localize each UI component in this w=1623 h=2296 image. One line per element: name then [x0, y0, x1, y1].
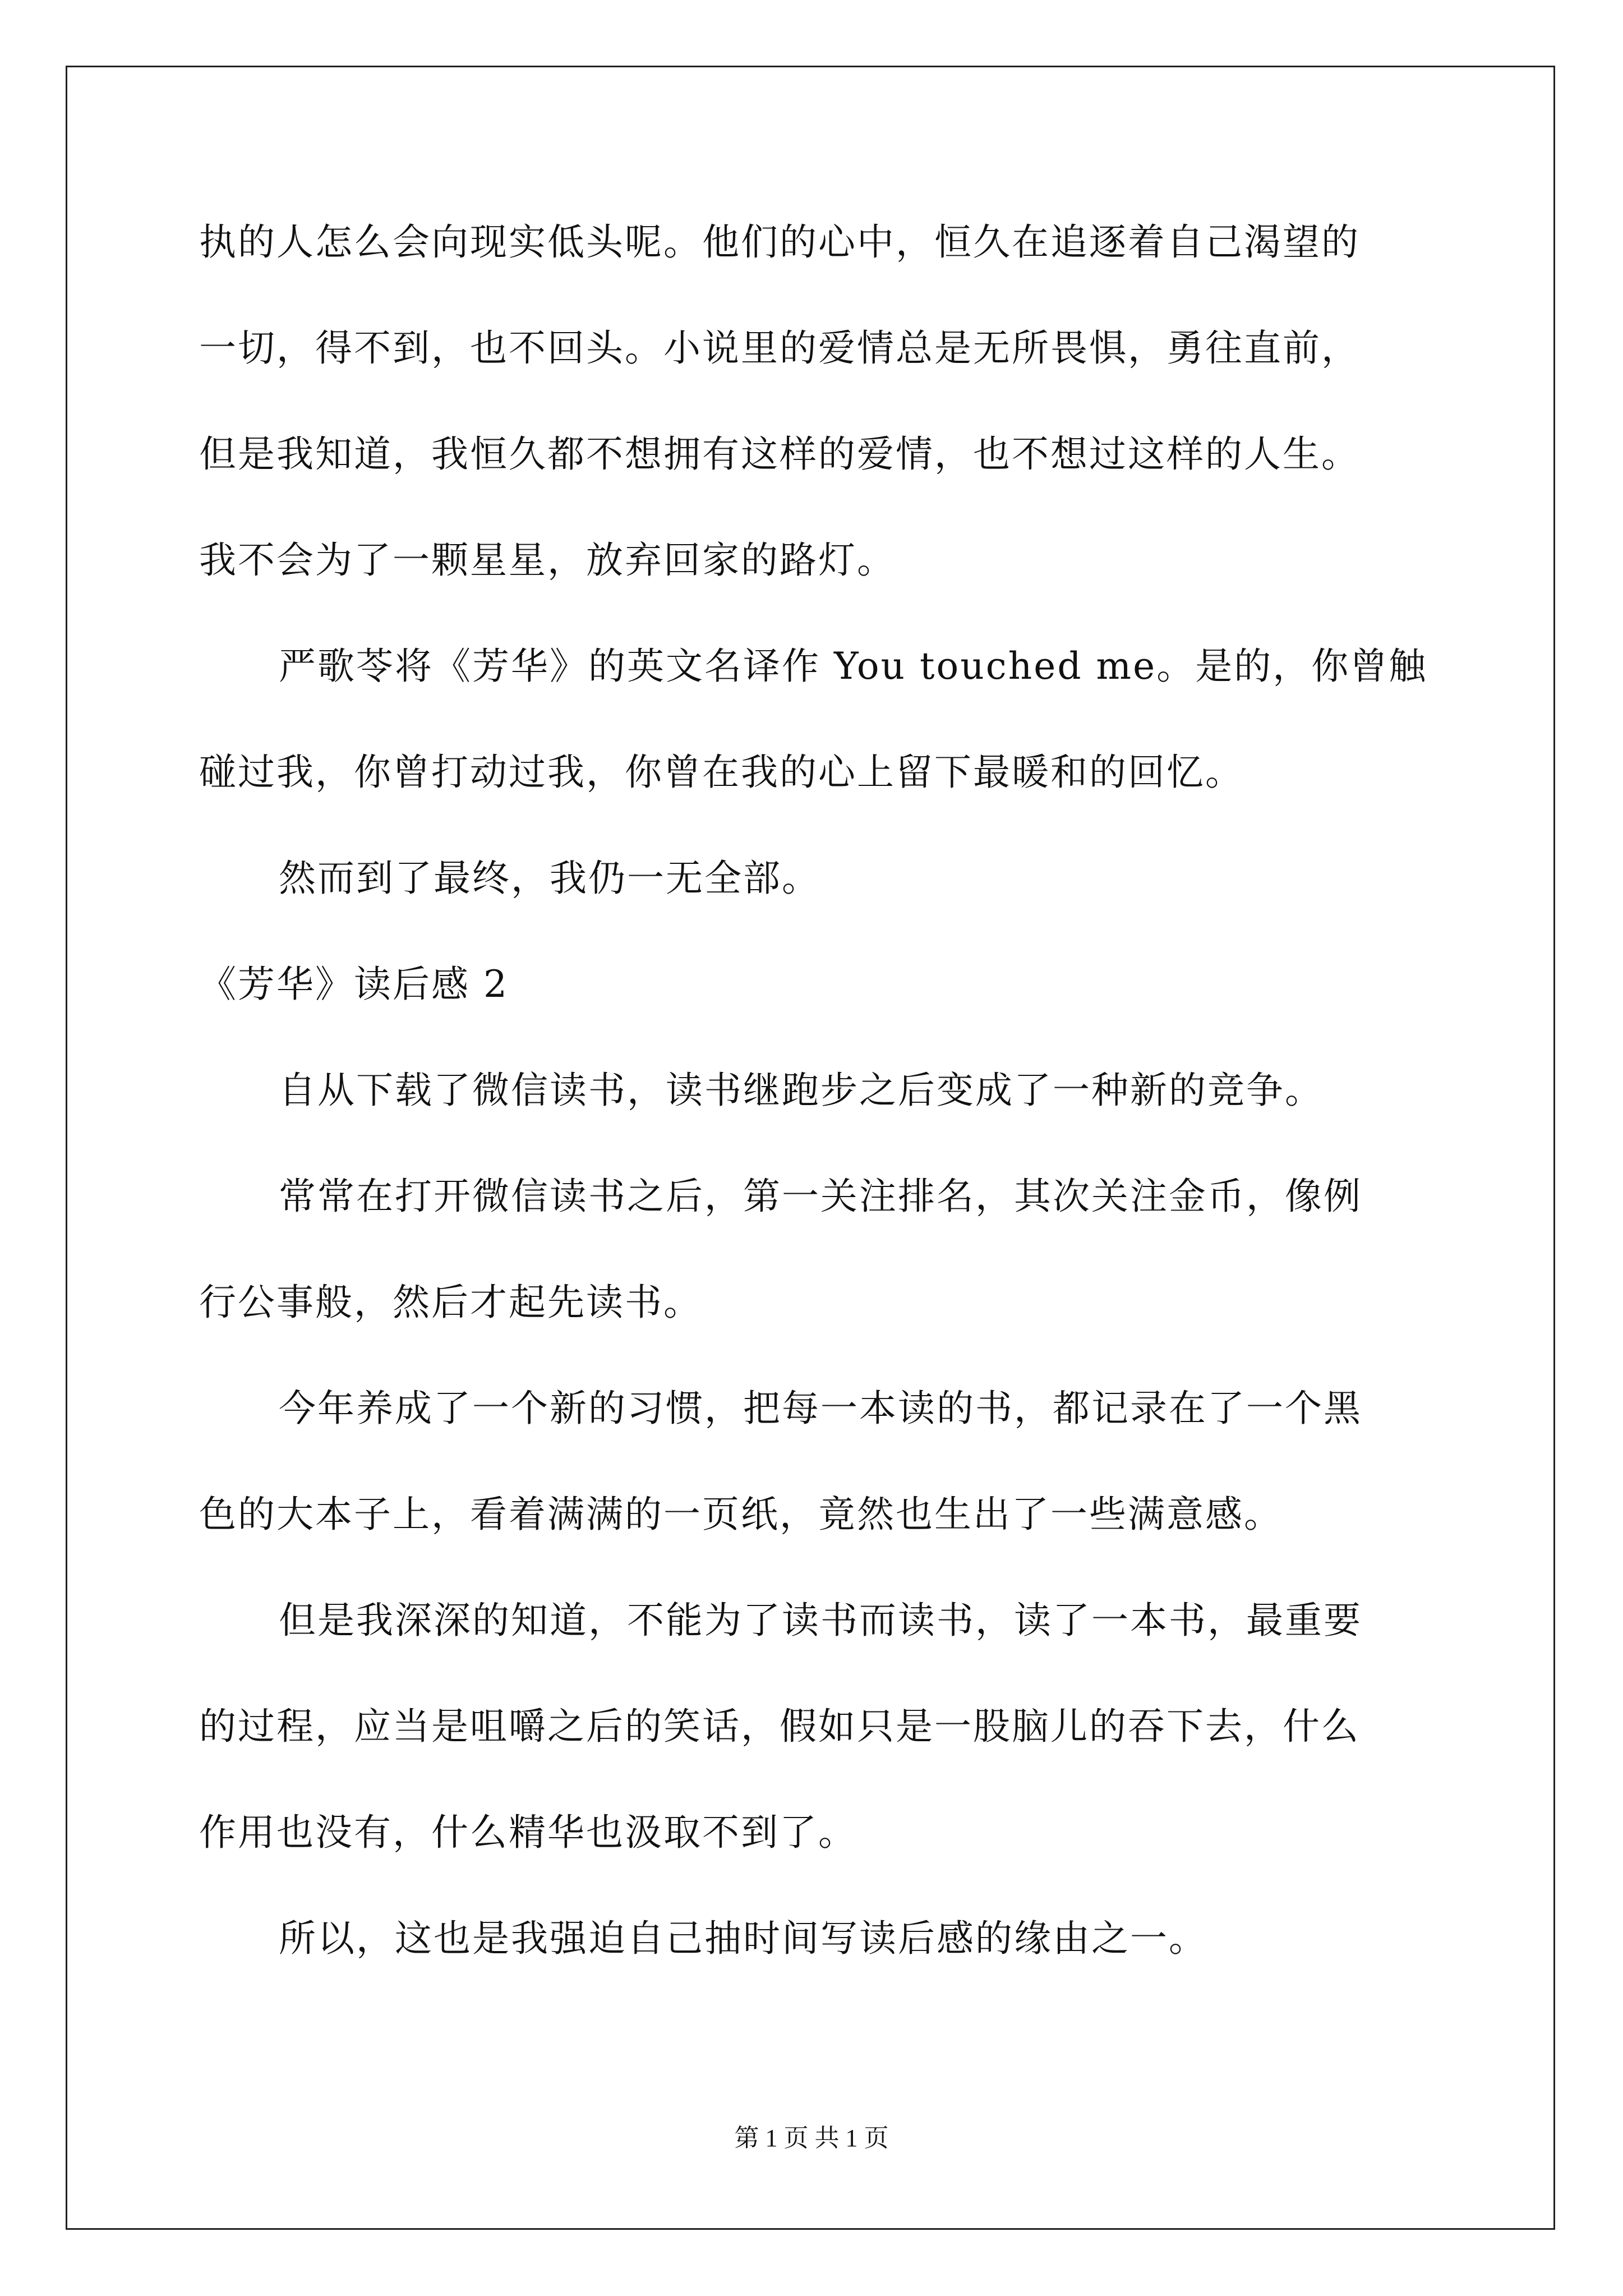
paragraph-first-line: 自从下载了微信读书，读书继跑步之后变成了一种新的竞争。: [279, 1069, 1324, 1112]
section-heading: 《芳华》读后感 2: [199, 963, 509, 1006]
paragraph-first-line: 严歌苓将《芳华》的英文名译作 You touched me。是的，你曾触: [279, 645, 1428, 688]
text-line: 但是我知道，我恒久都不想拥有这样的爱情，也不想过这样的人生。: [199, 432, 1360, 476]
text-line: 我不会为了一颗星星，放弃回家的路灯。: [199, 539, 896, 582]
text-line: 色的大本子上，看着满满的一页纸，竟然也生出了一些满意感。: [199, 1493, 1283, 1536]
text-line: 的过程，应当是咀嚼之后的笑话，假如只是一股脑儿的吞下去，什么: [199, 1705, 1360, 1748]
text-line: 执的人怎么会向现实低头呢。他们的心中，恒久在追逐着自己渴望的: [199, 220, 1360, 264]
text-line: 一切，得不到，也不回头。小说里的爱情总是无所畏惧，勇往直前，: [199, 326, 1360, 370]
text-line: 行公事般，然后才起先读书。: [199, 1281, 702, 1324]
paragraph-first-line: 但是我深深的知道，不能为了读书而读书，读了一本书，最重要: [279, 1599, 1362, 1642]
page-number-footer: 第 1 页 共 1 页: [734, 2124, 889, 2152]
paragraph-first-line: 今年养成了一个新的习惯，把每一本读的书，都记录在了一个黑: [279, 1387, 1362, 1430]
document-body: [199, 213, 1433, 2016]
text-line: 碰过我，你曾打动过我，你曾在我的心上留下最暖和的回忆。: [199, 751, 1244, 794]
text-line: 作用也没有，什么精华也汲取不到了。: [199, 1811, 857, 1854]
paragraph-first-line: 然而到了最终，我仍一无全部。: [279, 857, 820, 900]
paragraph-first-line: 所以，这也是我强迫自己抽时间写读后感的缘由之一。: [279, 1917, 1207, 1960]
paragraph-first-line: 常常在打开微信读书之后，第一关注排名，其次关注金币，像例: [279, 1175, 1362, 1218]
